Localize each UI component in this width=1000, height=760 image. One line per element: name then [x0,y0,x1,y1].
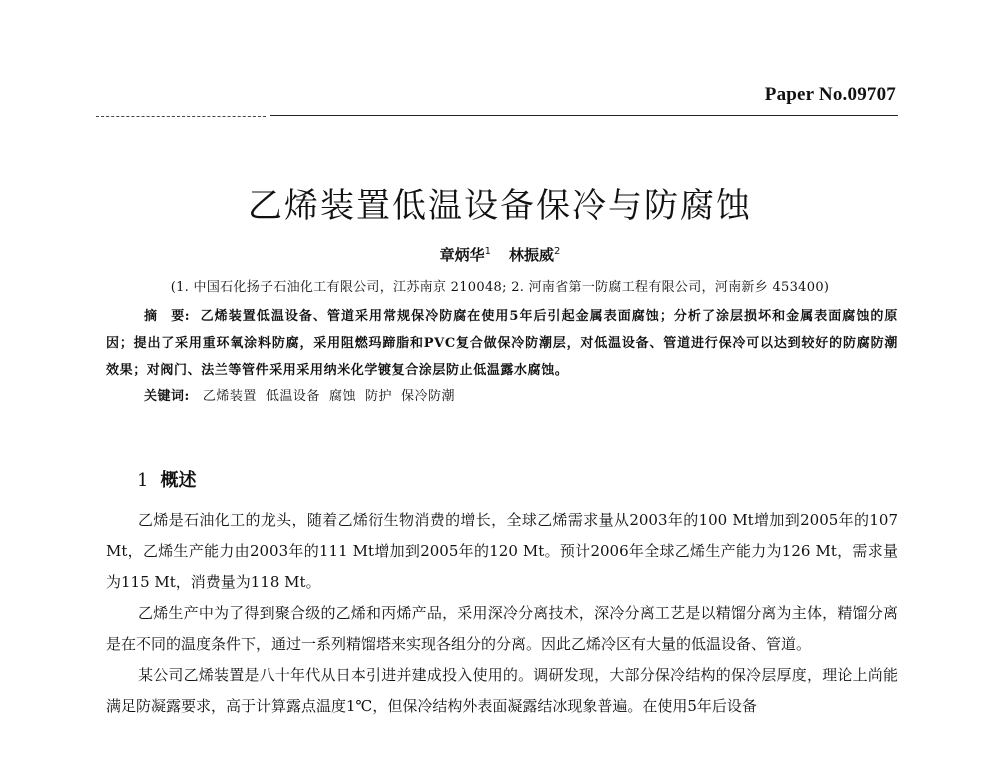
keywords-label: 关键词: [144,389,190,404]
authors [0,244,1000,265]
author-affiliation-mark: 2 [554,246,561,257]
keyword: 低温设备 [265,389,320,404]
keyword: 腐蚀 [328,389,356,404]
abstract-label: 摘 要: [144,309,191,324]
section-number: 1 [137,470,149,491]
abstract [106,303,898,384]
author-affiliation-mark: 1 [484,246,491,257]
body-text [106,505,898,722]
section-heading [137,466,196,492]
affiliation: (1. 中国石化扬子石油化工有限公司，江苏南京 210048; 2. 河南省第一防腐工程有限公司，河南新乡 453400) [170,280,830,295]
abstract-text: 乙烯装置低温设备、管道采用常规保冷防腐在使用5年后引起金属表面腐蚀；分析了涂层损坏和金属表面腐蚀的原因；提出了采用重环氧涂料防腐，采用阻燃玛蹄脂和PVC复合做保冷防潮层，对低温设备、管道进行保冷可以达到较好的防腐防潮效果；对阀门、法兰等管件采用采用纳米化学镀复合涂层防止低温露水腐蚀。 [106,309,898,378]
keyword: 保冷防潮 [401,389,456,404]
paper-number: Paper No.09707 [764,84,896,105]
paragraph: 乙烯生产中为了得到聚合级的乙烯和丙烯产品，采用深冷分离技术，深冷分离工艺是以精馏分离为主体，精馏分离是在不同的温度条件下，通过一系列精馏塔来实现各组分的分离。因此乙烯冷区有大量的低温设备、管道。 [106,604,898,653]
header-rule-dashed [96,116,266,117]
author-name: 林振威 [509,246,555,264]
paragraph: 乙烯是石油化工的龙头，随着乙烯衍生物消费的增长，全球乙烯需求量从2003年的100 Mt增加到2005年的107 Mt，乙烯生产能力由2003年的111 Mt增加到2005年的120 Mt。预计2006年全球乙烯生产能力为126 Mt，需求量为115 Mt，消费量为118 Mt。 [106,511,898,591]
section-title: 概述 [160,470,197,491]
keyword: 防护 [364,389,392,404]
keywords [144,385,459,404]
paragraph: 某公司乙烯装置是八十年代从日本引进并建成投入使用的。调研发现，大部分保冷结构的保冷层厚度，理论上尚能满足防凝露要求，高于计算露点温度1℃，但保冷结构外表面凝露结冰现象普遍。在使用5年后设备 [106,666,898,715]
header-rule [270,115,898,116]
keyword: 乙烯装置 [202,389,257,404]
author-name: 章炳华 [439,246,485,264]
paper-title: 乙烯装置低温设备保冷与防腐蚀 [248,186,752,226]
